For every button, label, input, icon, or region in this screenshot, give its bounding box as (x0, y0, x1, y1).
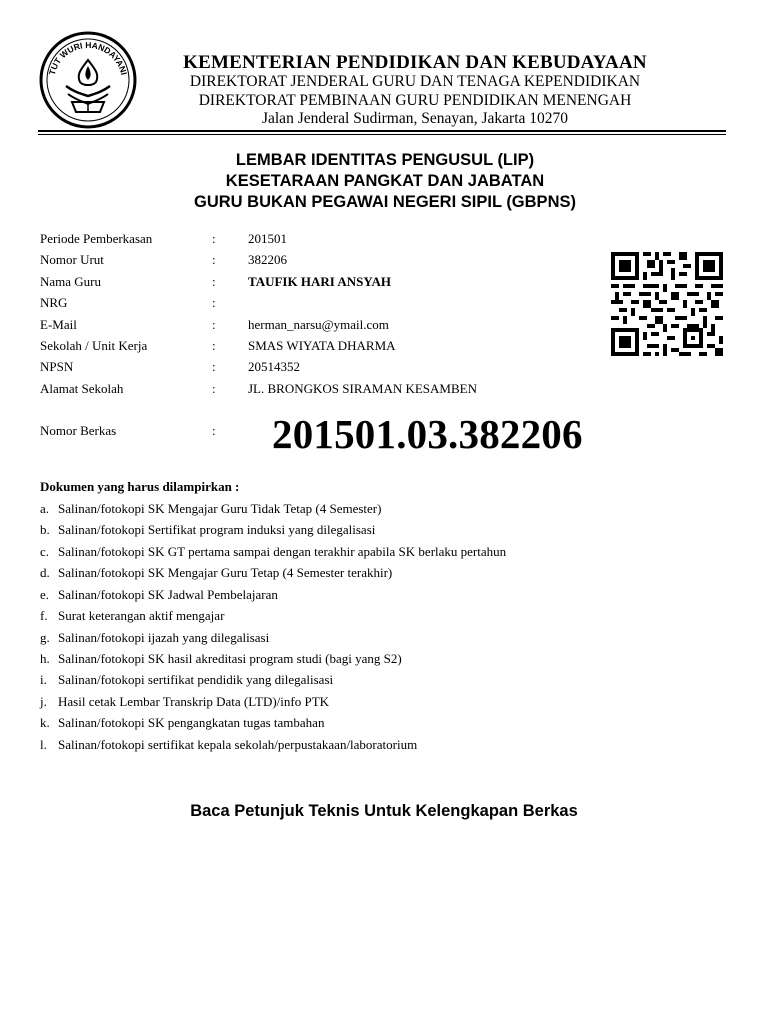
list-item (40, 608, 224, 624)
list-text: Salinan/fotokopi ijazah yang dilegalisasi (58, 630, 270, 645)
field-value-periode: 201501 (248, 231, 287, 246)
field-value-nama-guru: TAUFIK HARI ANSYAH (248, 274, 392, 289)
list-text: Salinan/fotokopi SK Jadwal Pembelajaran (58, 587, 278, 602)
list-item (40, 565, 392, 581)
list-item (40, 587, 278, 603)
berkas-number: 201501.03.382206 (272, 411, 583, 457)
header-rule-thick (38, 130, 726, 132)
list-text: Salinan/fotokopi SK pengangkatan tugas tambahan (58, 715, 325, 730)
list-marker: i. (40, 672, 47, 687)
field-colon: : (212, 338, 216, 353)
list-item (40, 651, 402, 667)
list-item (40, 522, 375, 538)
list-marker: e. (40, 587, 50, 602)
berkas-label: Nomor Berkas (40, 423, 117, 438)
form-title-line-2: KESETARAAN PANGKAT DAN JABATAN (225, 172, 545, 190)
list-marker: j. (40, 694, 47, 709)
list-marker: k. (40, 715, 50, 730)
field-label-nama-guru: Nama Guru (40, 274, 102, 289)
field-colon: : (212, 231, 216, 246)
list-text: Surat keterangan aktif mengajar (58, 608, 225, 623)
tut-wuri-handayani-logo (38, 30, 138, 130)
field-label-npsn: NPSN (40, 359, 74, 374)
header-rule-thin (38, 134, 726, 135)
list-marker: h. (40, 651, 50, 666)
list-text: Salinan/fotokopi sertifikat pendidik yang dilegalisasi (58, 672, 334, 687)
list-item (40, 501, 381, 517)
berkas-colon: : (212, 423, 216, 438)
list-item (40, 630, 269, 646)
form-title-line-3: GURU BUKAN PEGAWAI NEGERI SIPIL (GBPNS) (194, 193, 576, 211)
field-value-alamat: JL. BRONGKOS SIRAMAN KESAMBEN (248, 381, 477, 396)
list-text: Salinan/fotokopi SK GT pertama sampai dengan terakhir apabila SK berlaku pertahun (58, 544, 507, 559)
list-item (40, 694, 329, 710)
field-value-email: herman_narsu@ymail.com (248, 317, 389, 332)
field-label-sekolah: Sekolah / Unit Kerja (40, 338, 148, 353)
list-marker: a. (40, 501, 50, 516)
field-colon: : (212, 317, 216, 332)
ministry-name: KEMENTERIAN PENDIDIKAN DAN KEBUDAYAAN (183, 52, 647, 73)
list-marker: d. (40, 565, 50, 580)
documents-title: Dokumen yang harus dilampirkan : (40, 479, 240, 494)
qr-code (611, 252, 723, 356)
field-colon: : (212, 381, 216, 396)
list-item (40, 715, 324, 731)
list-text: Salinan/fotokopi SK Mengajar Guru Tidak Tetap (4 Semester) (58, 501, 382, 516)
directorate: DIREKTORAT PEMBINAAN GURU PENDIDIKAN MENENGAH (198, 92, 632, 109)
list-marker: b. (40, 522, 50, 537)
footer-instruction: Baca Petunjuk Teknis Untuk Kelengkapan Berkas (190, 802, 578, 820)
field-label-nomor-urut: Nomor Urut (40, 252, 104, 267)
form-title-line-1: LEMBAR IDENTITAS PENGUSUL (LIP) (235, 151, 535, 169)
directorate-general: DIREKTORAT JENDERAL GURU DAN TENAGA KEPENDIDIKAN (189, 73, 641, 90)
list-marker: g. (40, 630, 50, 645)
field-label-nrg: NRG (40, 295, 68, 310)
field-colon: : (212, 252, 216, 267)
list-text: Salinan/fotokopi SK hasil akreditasi program studi (bagi yang S2) (58, 651, 402, 666)
list-marker: f. (40, 608, 48, 623)
address: Jalan Jenderal Sudirman, Senayan, Jakarta 10270 (261, 110, 569, 127)
field-colon: : (212, 274, 216, 289)
field-label-alamat: Alamat Sekolah (40, 381, 124, 396)
field-value-npsn: 20514352 (248, 359, 300, 374)
field-value-nomor-urut: 382206 (248, 252, 287, 267)
field-label-email: E-Mail (40, 317, 77, 332)
list-item (40, 737, 417, 753)
list-marker: c. (40, 544, 50, 559)
list-text: Salinan/fotokopi sertifikat kepala sekolah/perpustakaan/laboratorium (58, 737, 418, 752)
list-text: Hasil cetak Lembar Transkrip Data (LTD)/info PTK (58, 694, 330, 709)
field-colon: : (212, 359, 216, 374)
list-item (40, 672, 333, 688)
list-text: Salinan/fotokopi Sertifikat program induksi yang dilegalisasi (58, 522, 376, 537)
field-value-sekolah: SMAS WIYATA DHARMA (248, 338, 396, 353)
svg-text:TUT WURI HANDAYANI: TUT WURI HANDAYANI (46, 39, 130, 76)
field-label-periode: Periode Pemberkasan (40, 231, 153, 246)
field-colon: : (212, 295, 216, 310)
list-item (40, 544, 506, 560)
list-marker: l. (40, 737, 47, 752)
list-text: Salinan/fotokopi SK Mengajar Guru Tetap (4 Semester terakhir) (58, 565, 393, 580)
